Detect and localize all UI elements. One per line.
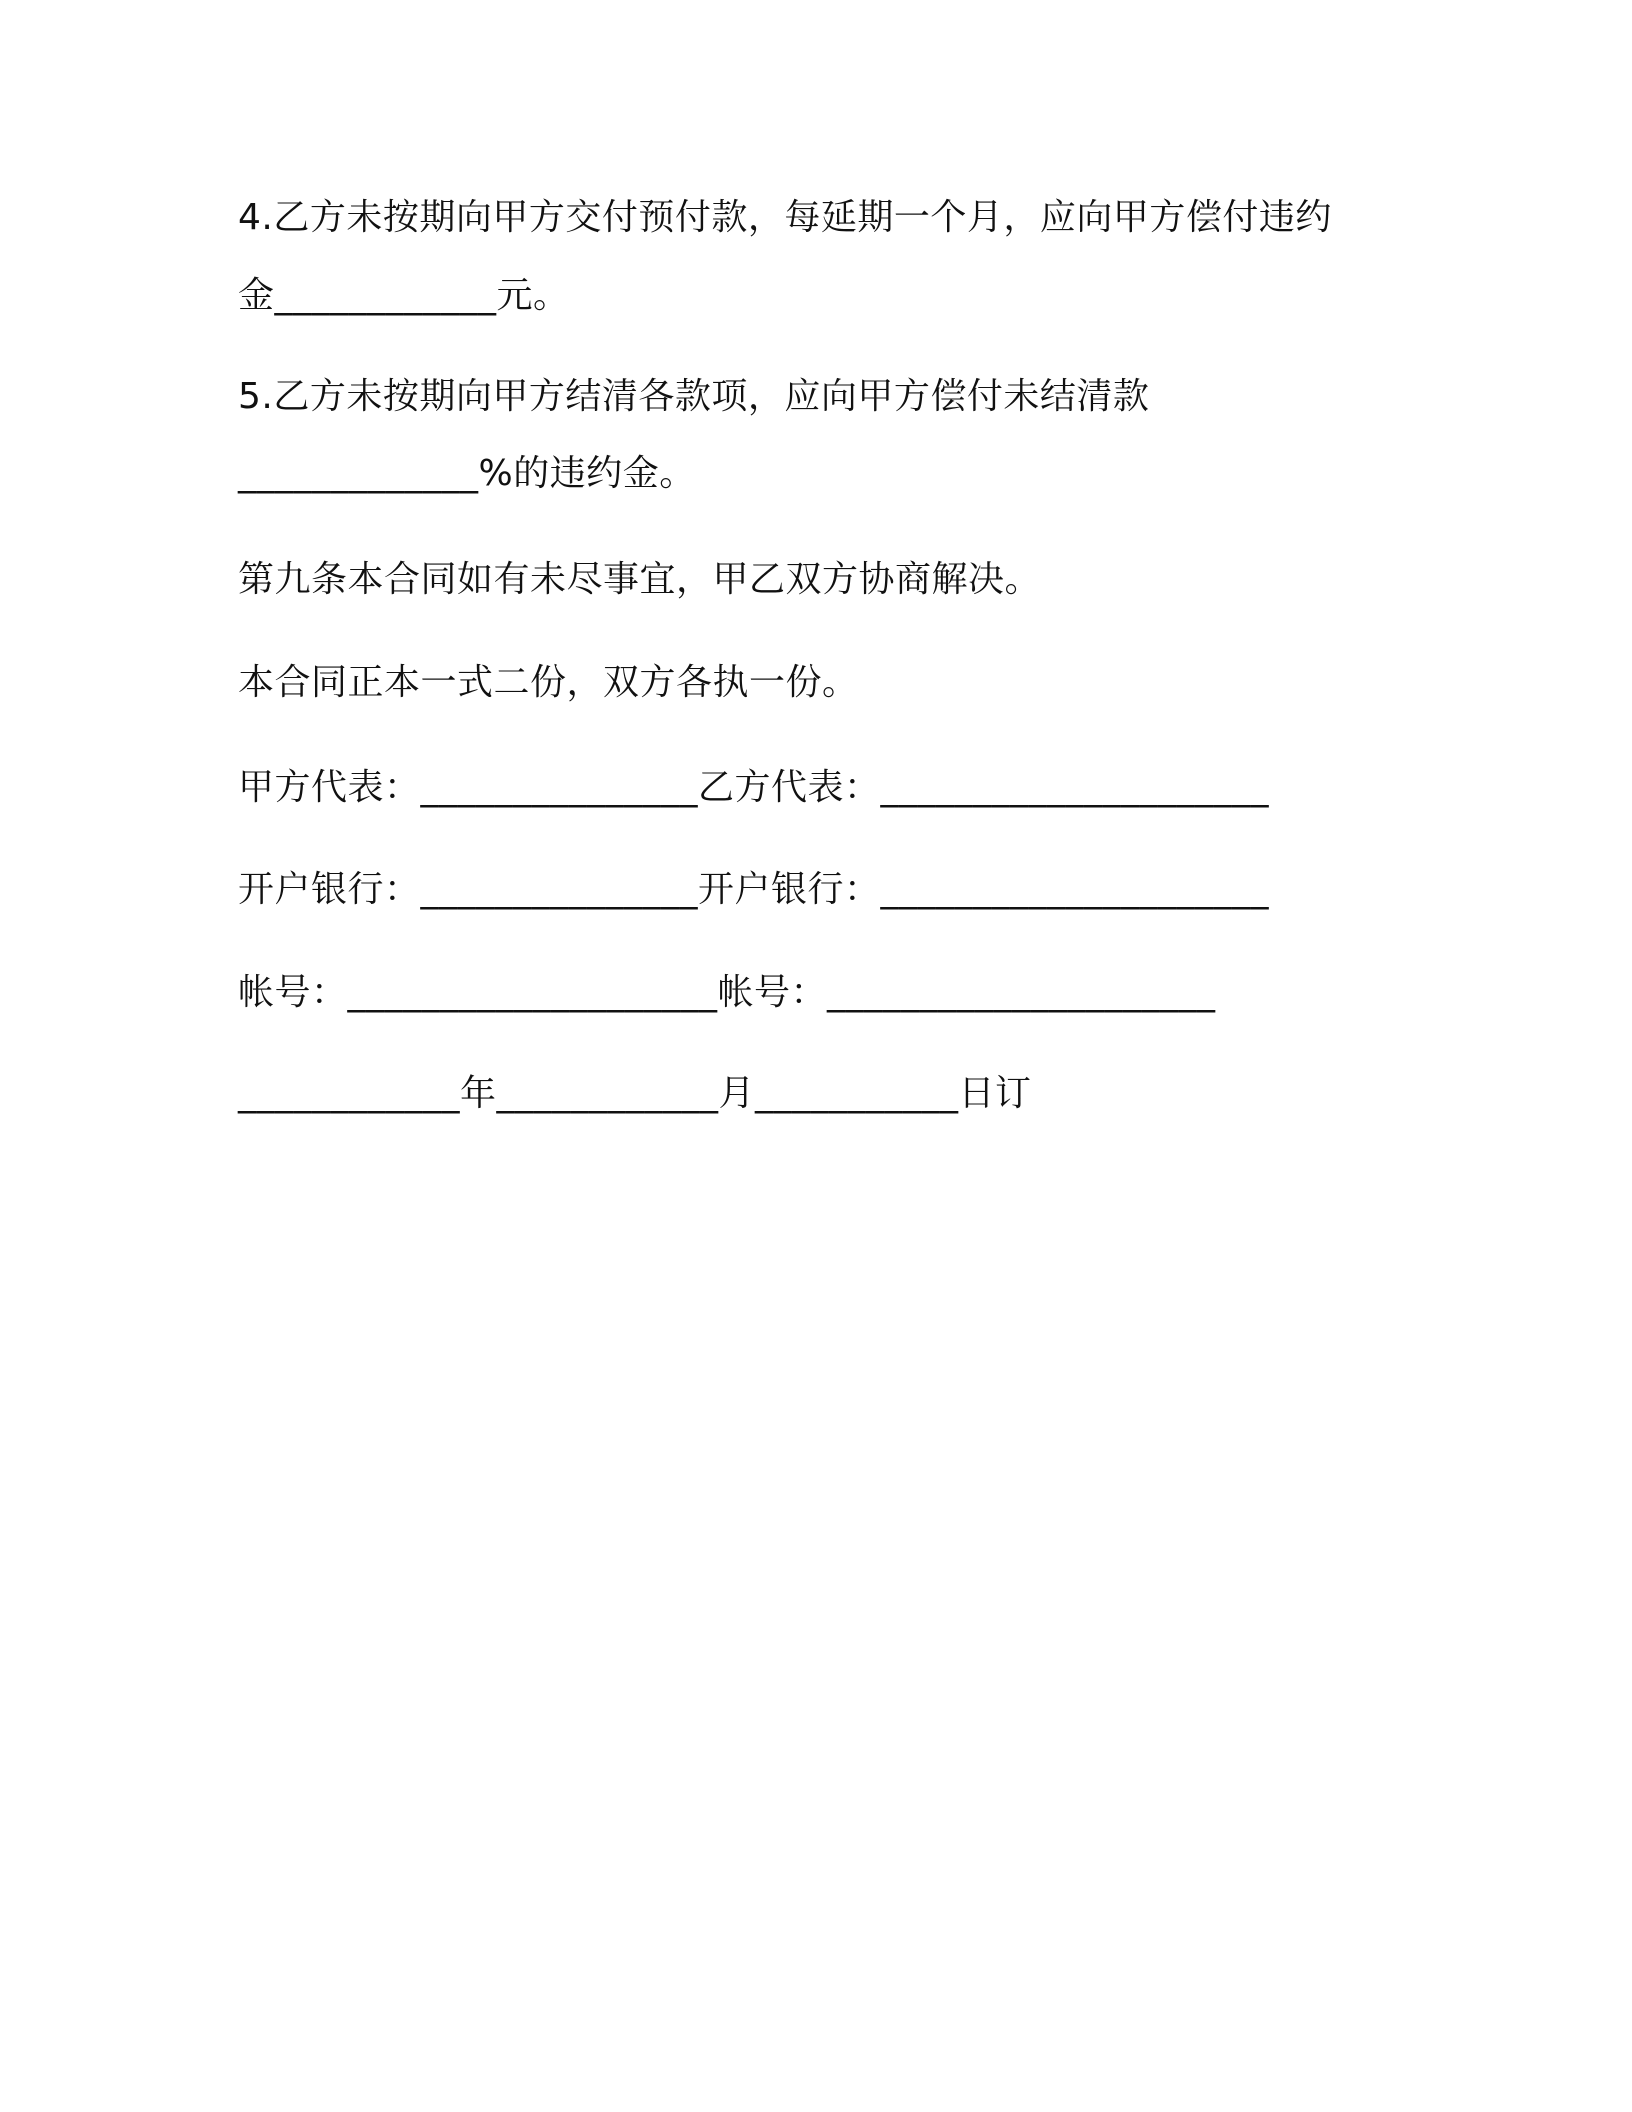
bank-line: 开户银行：_______________开户银行：_____________________ [238, 869, 1270, 910]
clause-5-line-1: 5.乙方未按期向甲方结清各款项，应向甲方偿付未结清款 [238, 376, 1150, 417]
clause-4-line-1: 4.乙方未按期向甲方交付预付款，每延期一个月，应向甲方偿付违约 [238, 197, 1332, 238]
account-line: 帐号：____________________帐号：_____________________ [238, 972, 1216, 1013]
copies-statement: 本合同正本一式二份，双方各执一份。 [238, 662, 859, 703]
representatives-line: 甲方代表：_______________乙方代表：_____________________ [238, 767, 1270, 808]
clause-4-line-2: 金____________元。 [238, 275, 570, 316]
clause-5-line-2: _____________%的违约金。 [238, 453, 696, 494]
article-9: 第九条本合同如有未尽事宜，甲乙双方协商解决。 [238, 559, 1042, 600]
date-line: ____________年____________月___________日订 [238, 1073, 1032, 1114]
